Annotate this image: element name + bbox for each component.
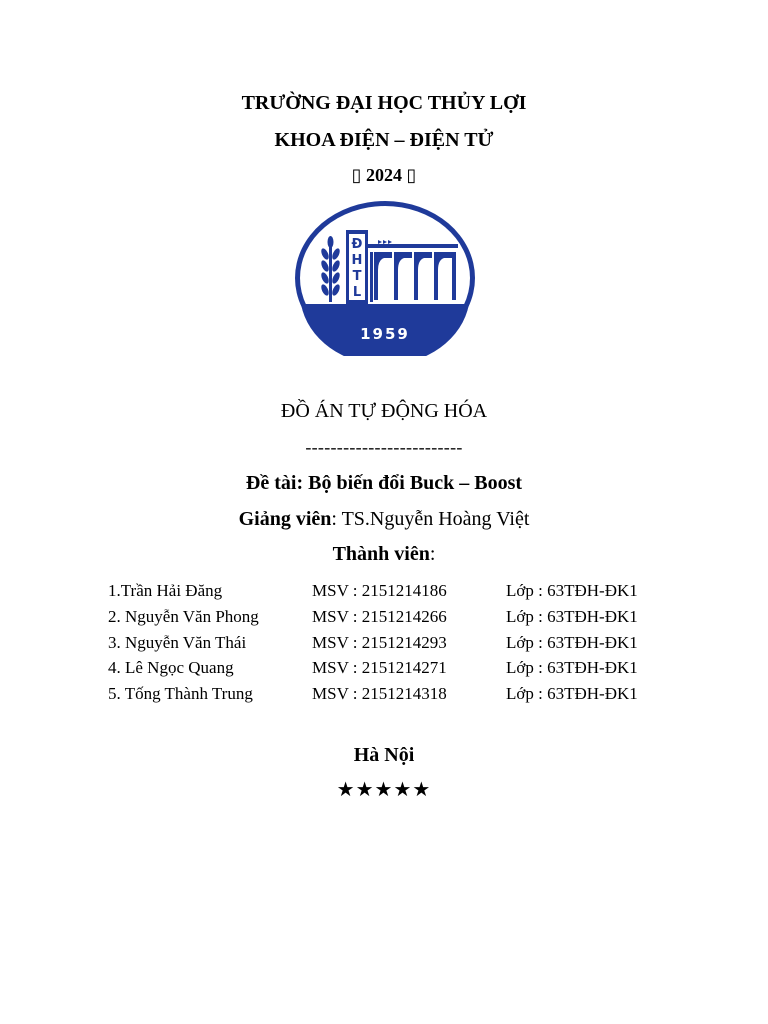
member-name: 4. Lê Ngọc Quang bbox=[108, 658, 234, 678]
logo-letters bbox=[352, 237, 363, 300]
topic-label: Đề tài: bbox=[245, 472, 304, 494]
topic-line bbox=[0, 472, 768, 495]
members-heading bbox=[0, 543, 768, 566]
member-class: Lớp : 63TĐH-ĐK1 bbox=[506, 606, 638, 626]
member-class: Lớp : 63TĐH-ĐK1 bbox=[506, 581, 638, 600]
members-suffix: : bbox=[429, 543, 436, 565]
member-msv: MSV : 2151214186 bbox=[312, 581, 447, 600]
list-item bbox=[0, 633, 768, 659]
topic-value: Bộ biến đổi Buck – Boost bbox=[303, 472, 523, 494]
project-title: ĐỒ ÁN TỰ ĐỘNG HÓA bbox=[280, 400, 488, 422]
member-msv: MSV : 2151214318 bbox=[312, 684, 447, 704]
list-item bbox=[0, 607, 768, 633]
member-msv: MSV : 2151214293 bbox=[312, 632, 447, 652]
university-logo bbox=[294, 200, 476, 356]
faculty-name: KHOA ĐIỆN – ĐIỆN TỬ bbox=[274, 129, 494, 151]
member-msv: MSV : 2151214271 bbox=[312, 658, 447, 678]
list-item bbox=[0, 581, 768, 607]
list-item bbox=[0, 684, 768, 710]
svg-text:Đ: Đ bbox=[351, 237, 363, 252]
svg-text:L: L bbox=[352, 285, 362, 300]
lecturer-label: Giảng viên bbox=[238, 508, 332, 530]
list-item bbox=[0, 658, 768, 684]
member-class: Lớp : 63TĐH-ĐK1 bbox=[506, 658, 638, 678]
members-list bbox=[0, 581, 768, 710]
svg-text:T: T bbox=[352, 269, 362, 284]
university-name: TRƯỜNG ĐẠI HỌC THỦY LỢI bbox=[241, 92, 527, 114]
city: Hà Nội bbox=[353, 744, 415, 766]
lecturer-line bbox=[0, 508, 768, 531]
member-class: Lớp : 63TĐH-ĐK1 bbox=[506, 632, 638, 652]
member-name: 3. Nguyễn Văn Thái bbox=[108, 632, 247, 652]
member-name: 2. Nguyễn Văn Phong bbox=[108, 606, 259, 626]
svg-text:H: H bbox=[351, 253, 363, 268]
logo-year: 1959 bbox=[360, 325, 410, 343]
member-name: 1.Trần Hải Đăng bbox=[108, 581, 223, 600]
member-class: Lớp : 63TĐH-ĐK1 bbox=[506, 684, 638, 704]
member-msv: MSV : 2151214266 bbox=[312, 606, 447, 626]
separator: ------------------------- bbox=[305, 437, 463, 457]
members-label: Thành viên bbox=[332, 543, 430, 565]
member-name: 5. Tống Thành Trung bbox=[108, 684, 253, 704]
lecturer-value: : TS.Nguyễn Hoàng Việt bbox=[331, 508, 530, 530]
year-line: ▯ 2024 ▯ bbox=[351, 165, 417, 185]
stars-decoration: ★★★★★ bbox=[336, 777, 432, 801]
